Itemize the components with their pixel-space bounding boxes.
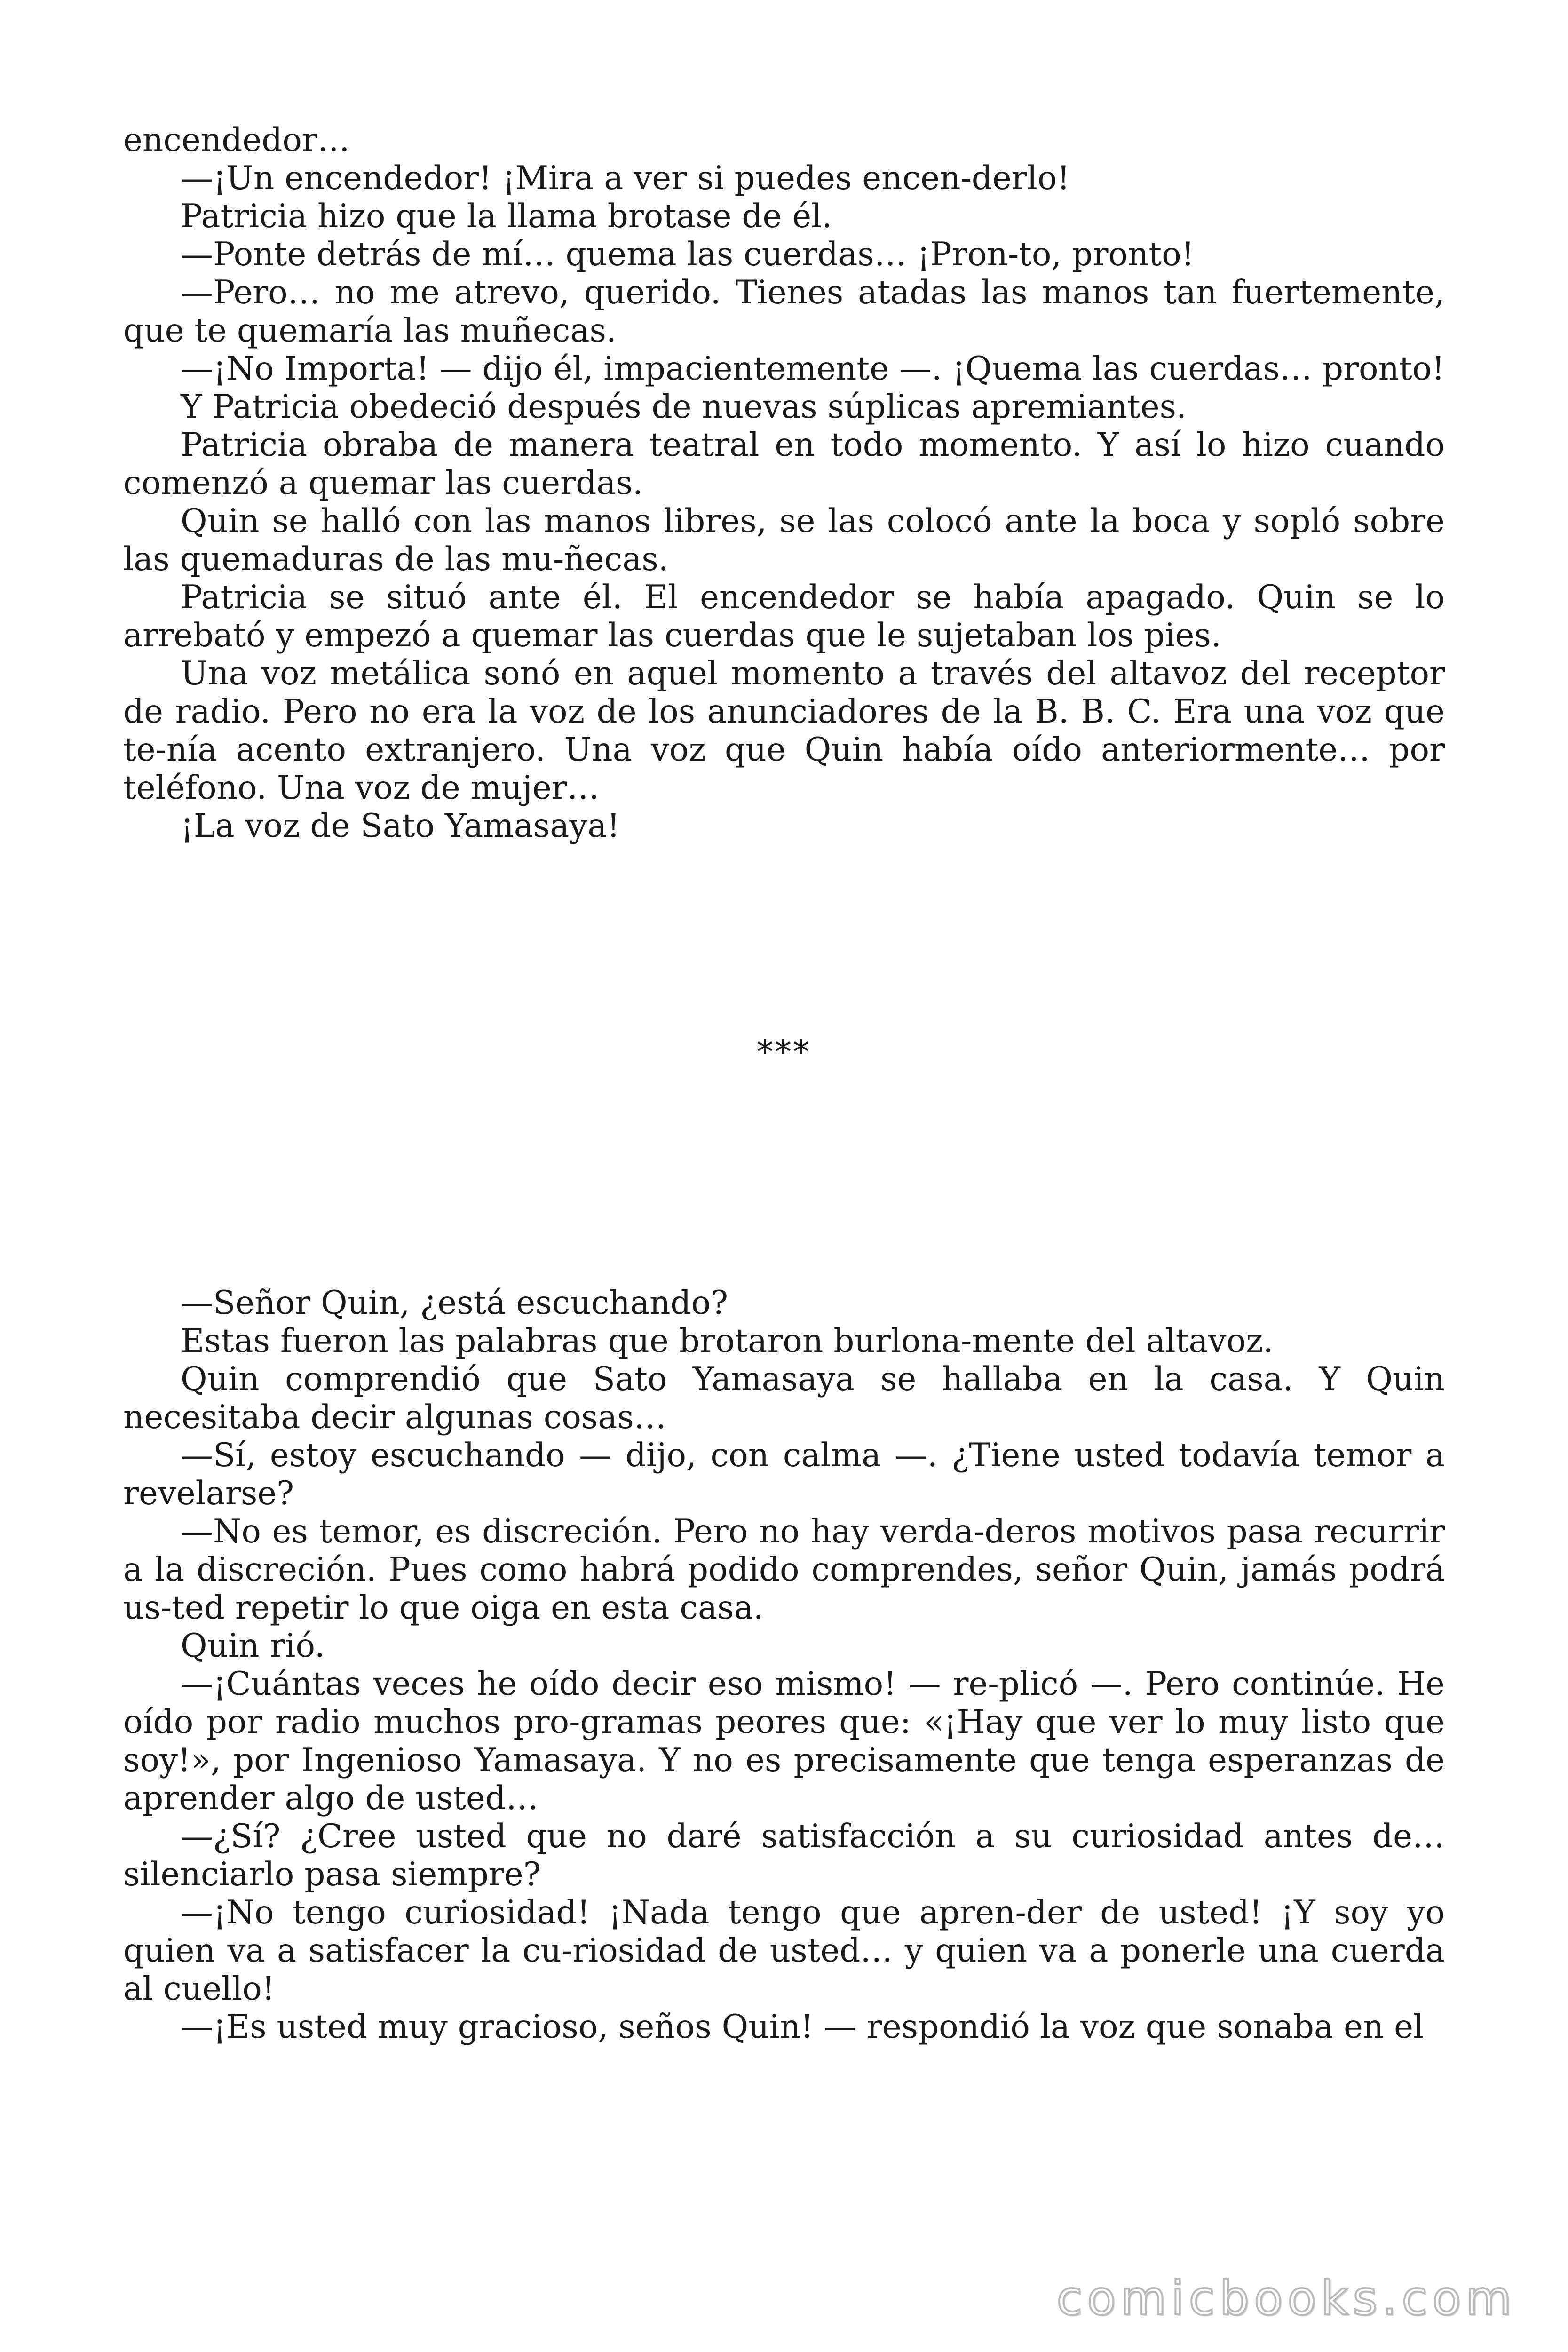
paragraph: Y Patricia obedeció después de nuevas súplicas apremiantes. — [181, 388, 1187, 426]
paragraph: —Ponte detrás de mí… quema las cuerdas… ¡Pron-to, pronto! — [181, 236, 1195, 273]
watermark: comicbooks.com — [1056, 2271, 1516, 2326]
paragraph: —¡Es usted muy gracioso, seños Quin! — respondió la voz que sonaba en el — [181, 2008, 1424, 2046]
paragraph: Patricia se situó ante él. El encendedor se había apagado. Quin se lo arrebató y empezó a quemar las cuerdas que le sujetaban los pies. — [123, 579, 1445, 654]
paragraph: Una voz metálica sonó en aquel momento a través del altavoz del receptor de radio. Pero no era la voz de los anunciadores de la B. B. C. Era una voz que te-nía acento extranjero. Una voz que Quin había oído anteriormente… por teléfono. Una voz de mujer… — [123, 655, 1445, 807]
paragraph: —¡Cuántas veces he oído decir eso mismo! — re-plicó —. Pero continúe. He oído por radio muchos pro-gramas peores que: «¡Hay que ver lo muy listo que soy!», por Ingenioso Yamasaya. Y no es precisamente que tenga esperanzas de aprender algo de usted… — [123, 1665, 1445, 1817]
paragraph: —¿Sí? ¿Cree usted que no daré satisfacción a su curiosidad antes de… silenciarlo pasa siempre? — [123, 1818, 1445, 1893]
section-break: *** — [757, 1033, 811, 1071]
paragraph: Quin comprendió que Sato Yamasaya se hallaba en la casa. Y Quin necesitaba decir algunas cosas… — [123, 1360, 1445, 1436]
paragraph: —¡Un encendedor! ¡Mira a ver si puedes encen-derlo! — [181, 159, 1070, 197]
book-page — [123, 121, 1445, 2046]
paragraph: —¡No tengo curiosidad! ¡Nada tengo que apren-der de usted! ¡Y soy yo quien va a satisfacer la cu-riosidad de usted… y quien va a ponerle una cuerda al cuello! — [123, 1894, 1445, 2008]
paragraph: Estas fueron las palabras que brotaron burlona-mente del altavoz. — [181, 1322, 1274, 1360]
paragraph: —Pero… no me atrevo, querido. Tienes atadas las manos tan fuertemente, que te quemaría las muñecas. — [123, 274, 1445, 350]
paragraph: Quin rió. — [181, 1627, 325, 1665]
paragraph: ¡La voz de Sato Yamasaya! — [181, 807, 620, 845]
paragraph: Patricia hizo que la llama brotase de él. — [181, 198, 832, 235]
paragraph: —¡No Importa! — dijo él, impacientemente —. ¡Quema las cuerdas… pronto! — [181, 350, 1445, 388]
paragraph: Patricia obraba de manera teatral en todo momento. Y así lo hizo cuando comenzó a quemar las cuerdas. — [123, 426, 1445, 502]
paragraph: Quin se halló con las manos libres, se las colocó ante la boca y sopló sobre las quemaduras de las mu-ñecas. — [123, 502, 1445, 578]
paragraph: encendedor… — [123, 121, 350, 159]
paragraph: —Sí, estoy escuchando — dijo, con calma —. ¿Tiene usted todavía temor a revelarse? — [123, 1437, 1445, 1512]
paragraph: —Señor Quin, ¿está escuchando? — [181, 1284, 729, 1322]
paragraph: —No es temor, es discreción. Pero no hay verda-deros motivos pasa recurrir a la discreción. Pues como habrá podido comprendes, señor Quin, jamás podrá us-ted repetir lo que oiga en esta casa. — [123, 1513, 1445, 1627]
